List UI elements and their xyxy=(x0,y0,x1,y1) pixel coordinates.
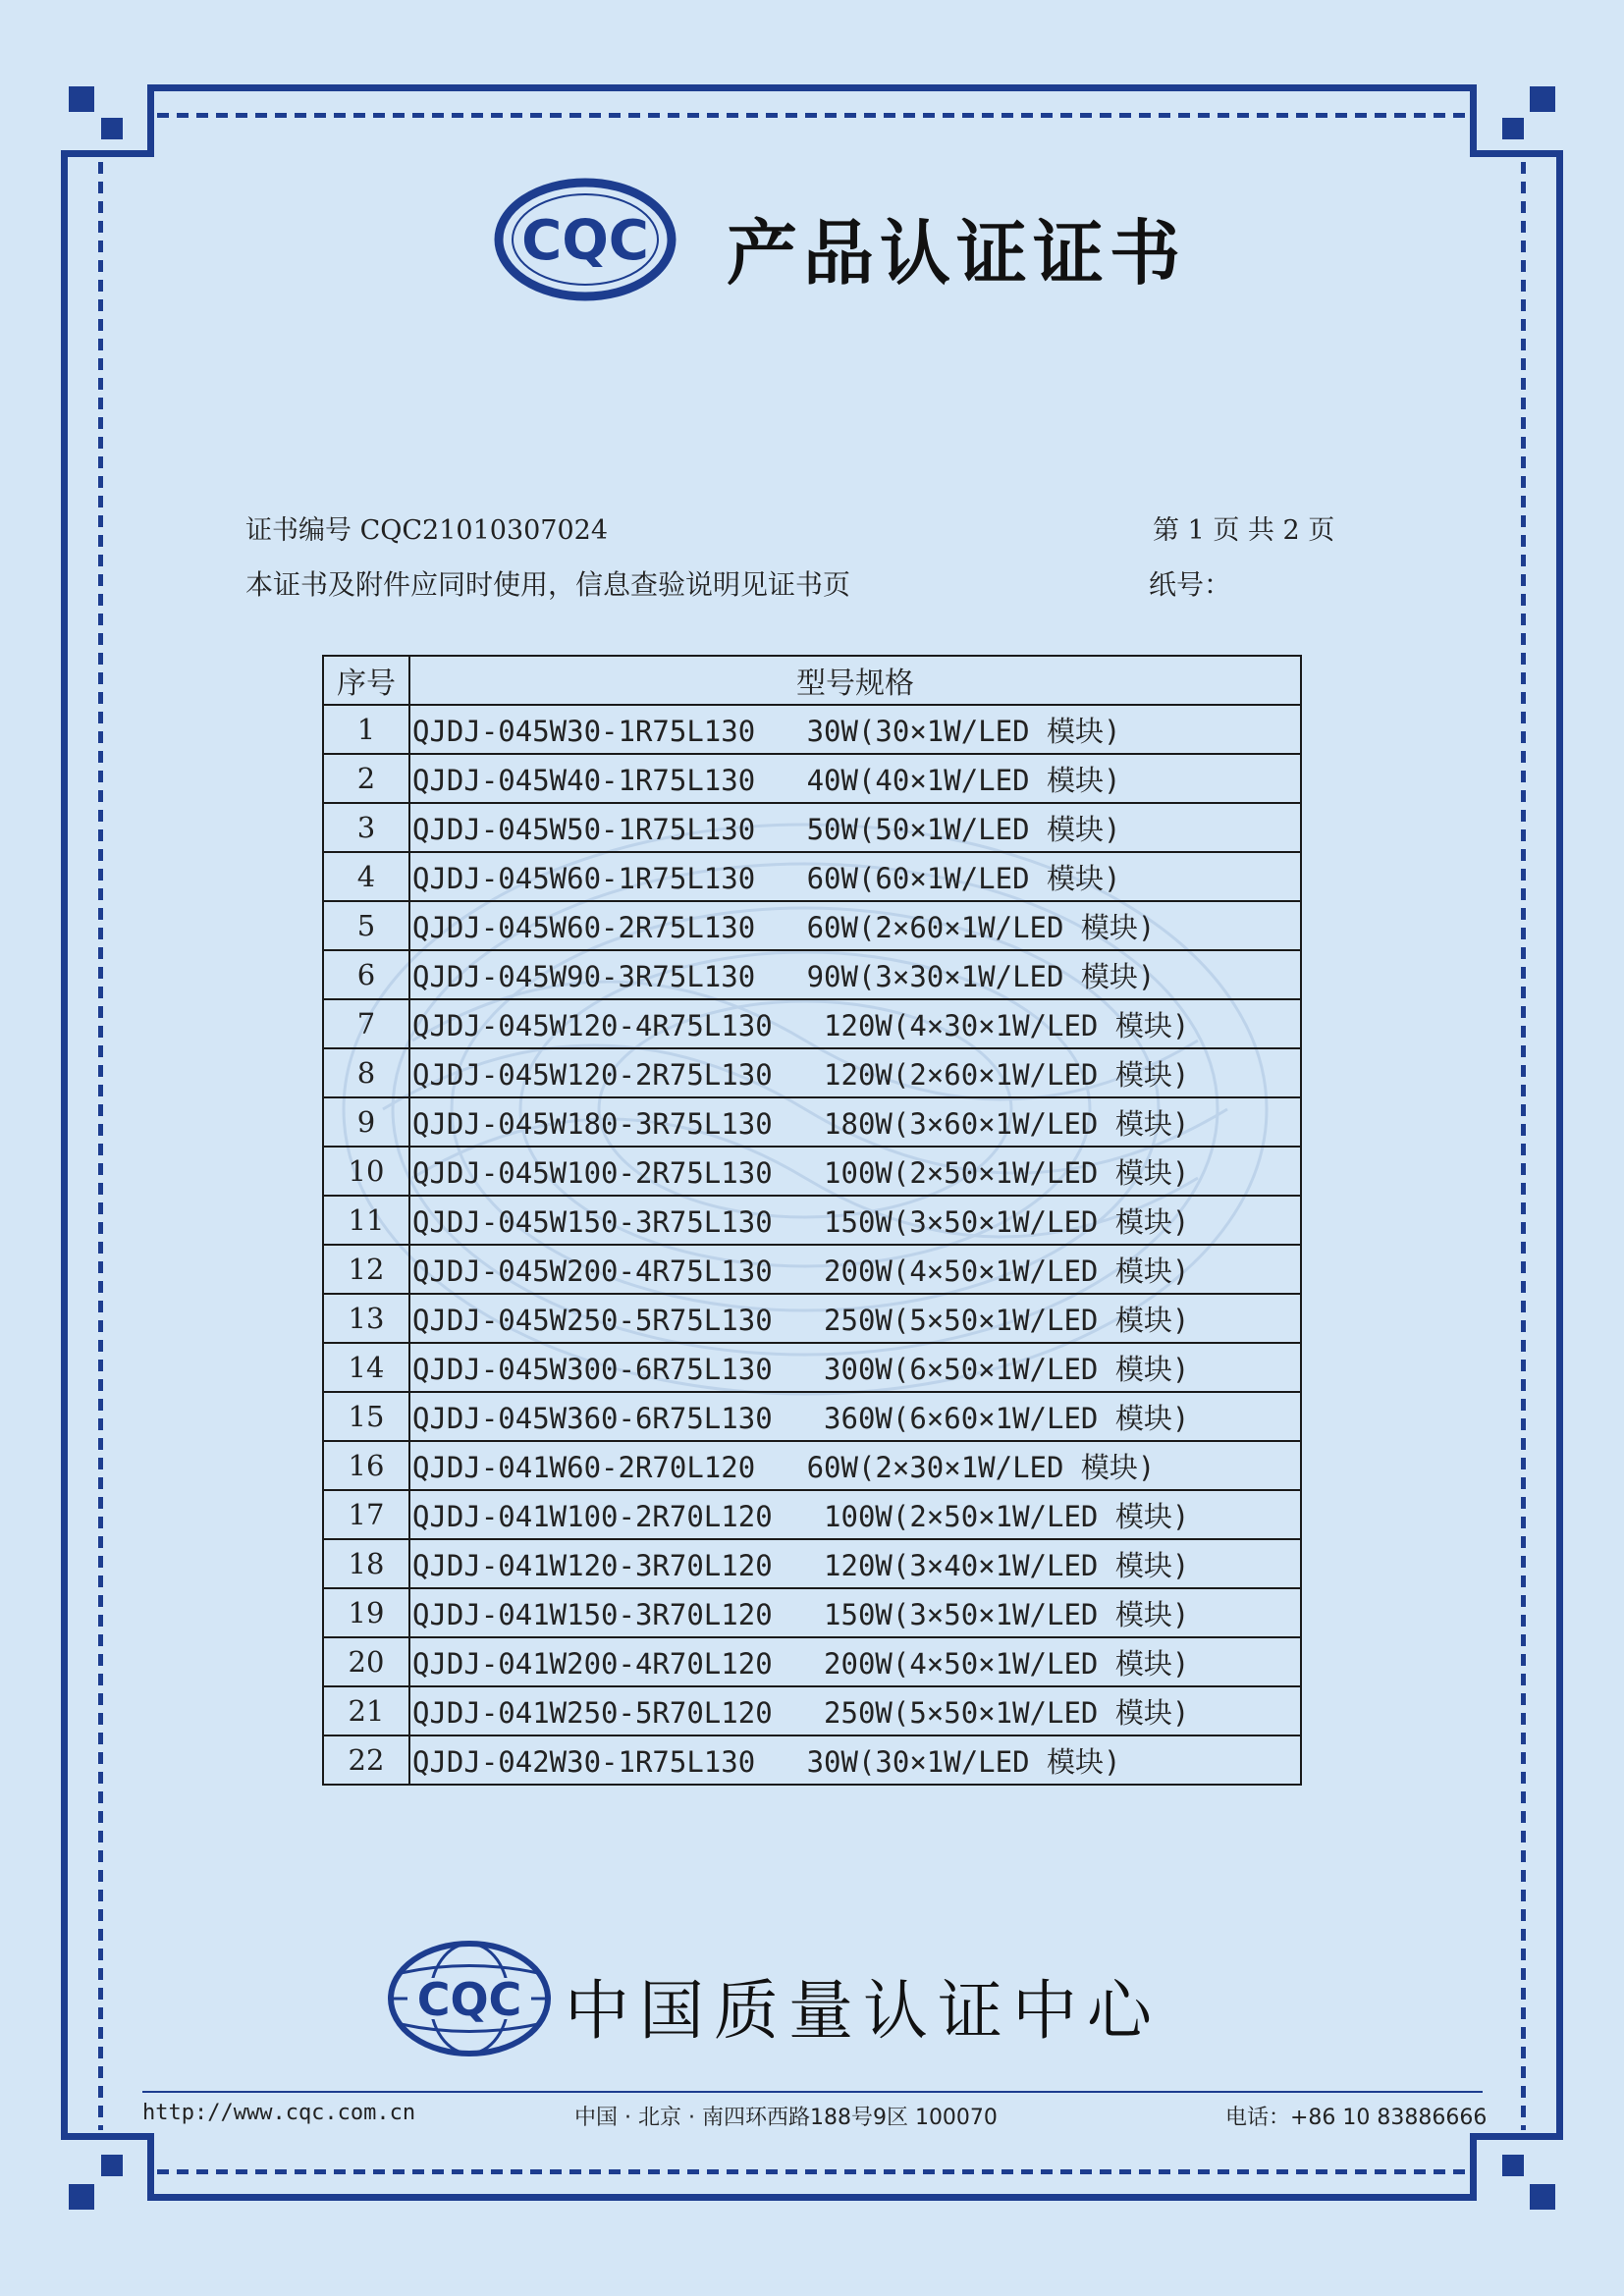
row-index: 8 xyxy=(323,1048,409,1097)
row-index: 4 xyxy=(323,852,409,901)
row-index: 14 xyxy=(323,1343,409,1392)
row-model-spec: QJDJ-041W100-2R70L120 100W(2×50×1W/LED 模块) xyxy=(409,1490,1301,1539)
table-row xyxy=(323,803,1301,852)
row-model-spec: QJDJ-045W90-3R75L130 90W(3×30×1W/LED 模块) xyxy=(409,950,1301,999)
table-row xyxy=(323,1343,1301,1392)
column-header-index: 序号 xyxy=(323,656,409,705)
row-index: 13 xyxy=(323,1294,409,1343)
table-header-row xyxy=(323,656,1301,705)
table-row xyxy=(323,1294,1301,1343)
table-row xyxy=(323,1735,1301,1785)
row-index: 7 xyxy=(323,999,409,1048)
table-row xyxy=(323,950,1301,999)
row-index: 6 xyxy=(323,950,409,999)
usage-notice: 本证书及附件应同时使用，信息查验说明见证书页 xyxy=(245,568,851,601)
row-index: 22 xyxy=(323,1735,409,1785)
row-index: 5 xyxy=(323,901,409,950)
table-row xyxy=(323,852,1301,901)
row-index: 17 xyxy=(323,1490,409,1539)
row-index: 2 xyxy=(323,754,409,803)
table-row xyxy=(323,1686,1301,1735)
row-model-spec: QJDJ-045W180-3R75L130 180W(3×60×1W/LED 模块) xyxy=(409,1097,1301,1147)
table-row xyxy=(323,1196,1301,1245)
row-index: 10 xyxy=(323,1147,409,1196)
footer-url: http://www.cqc.com.cn xyxy=(142,2101,416,2125)
row-index: 11 xyxy=(323,1196,409,1245)
row-model-spec: QJDJ-045W250-5R75L130 250W(5×50×1W/LED 模块) xyxy=(409,1294,1301,1343)
table-row xyxy=(323,1588,1301,1637)
row-model-spec: QJDJ-045W200-4R75L130 200W(4×50×1W/LED 模块) xyxy=(409,1245,1301,1294)
row-model-spec: QJDJ-042W30-1R75L130 30W(30×1W/LED 模块) xyxy=(409,1735,1301,1785)
table-row xyxy=(323,754,1301,803)
logo-text: CQC xyxy=(521,209,649,273)
table-row xyxy=(323,1392,1301,1441)
cqc-globe-logo-icon xyxy=(386,1939,553,2058)
row-index: 21 xyxy=(323,1686,409,1735)
table-row xyxy=(323,1147,1301,1196)
page-info: 第 1 页 共 2 页 xyxy=(1153,515,1335,546)
row-model-spec: QJDJ-041W250-5R70L120 250W(5×50×1W/LED 模块) xyxy=(409,1686,1301,1735)
row-model-spec: QJDJ-045W150-3R75L130 150W(3×50×1W/LED 模块) xyxy=(409,1196,1301,1245)
row-index: 20 xyxy=(323,1637,409,1686)
row-model-spec: QJDJ-045W30-1R75L130 30W(30×1W/LED 模块) xyxy=(409,705,1301,754)
row-model-spec: QJDJ-045W120-4R75L130 120W(4×30×1W/LED 模块) xyxy=(409,999,1301,1048)
organization-name: 中国质量认证中心 xyxy=(565,1973,1162,2049)
row-model-spec: QJDJ-045W40-1R75L130 40W(40×1W/LED 模块) xyxy=(409,754,1301,803)
row-model-spec: QJDJ-041W60-2R70L120 60W(2×30×1W/LED 模块) xyxy=(409,1441,1301,1490)
table-row xyxy=(323,1048,1301,1097)
row-index: 16 xyxy=(323,1441,409,1490)
logo-text-bottom: CQC xyxy=(416,1973,522,2026)
table-row xyxy=(323,1245,1301,1294)
page-title: 产品认证证书 xyxy=(727,212,1187,294)
row-model-spec: QJDJ-045W60-2R75L130 60W(2×60×1W/LED 模块) xyxy=(409,901,1301,950)
footer-address: 中国 · 北京 · 南四环西路188号9区 100070 xyxy=(574,2106,998,2130)
table-row xyxy=(323,999,1301,1048)
column-header-spec: 型号规格 xyxy=(409,656,1301,705)
footer-phone: 电话：+86 10 83886666 xyxy=(1225,2106,1488,2130)
certificate-number-value: CQC21010307024 xyxy=(359,515,609,546)
footer-divider xyxy=(142,2091,1483,2093)
table-row xyxy=(323,1097,1301,1147)
model-table xyxy=(322,655,1302,1786)
cqc-logo-icon xyxy=(494,177,677,302)
row-model-spec: QJDJ-045W360-6R75L130 360W(6×60×1W/LED 模块) xyxy=(409,1392,1301,1441)
paper-number-label: 纸号： xyxy=(1149,568,1232,601)
table-row xyxy=(323,901,1301,950)
table-row xyxy=(323,1490,1301,1539)
table-row xyxy=(323,1539,1301,1588)
row-model-spec: QJDJ-045W50-1R75L130 50W(50×1W/LED 模块) xyxy=(409,803,1301,852)
row-model-spec: QJDJ-041W150-3R70L120 150W(3×50×1W/LED 模块) xyxy=(409,1588,1301,1637)
table-row xyxy=(323,1637,1301,1686)
row-model-spec: QJDJ-045W100-2R75L130 100W(2×50×1W/LED 模块) xyxy=(409,1147,1301,1196)
row-index: 15 xyxy=(323,1392,409,1441)
row-model-spec: QJDJ-045W300-6R75L130 300W(6×50×1W/LED 模块) xyxy=(409,1343,1301,1392)
row-index: 9 xyxy=(323,1097,409,1147)
row-index: 19 xyxy=(323,1588,409,1637)
row-index: 3 xyxy=(323,803,409,852)
certificate-number xyxy=(245,508,608,547)
certificate-number-label: 证书编号 xyxy=(245,515,352,546)
table-row xyxy=(323,1441,1301,1490)
row-model-spec: QJDJ-041W120-3R70L120 120W(3×40×1W/LED 模块) xyxy=(409,1539,1301,1588)
row-model-spec: QJDJ-045W60-1R75L130 60W(60×1W/LED 模块) xyxy=(409,852,1301,901)
row-model-spec: QJDJ-045W120-2R75L130 120W(2×60×1W/LED 模块) xyxy=(409,1048,1301,1097)
row-model-spec: QJDJ-041W200-4R70L120 200W(4×50×1W/LED 模块) xyxy=(409,1637,1301,1686)
table-row xyxy=(323,705,1301,754)
row-index: 12 xyxy=(323,1245,409,1294)
row-index: 1 xyxy=(323,705,409,754)
table-body xyxy=(323,705,1301,1785)
row-index: 18 xyxy=(323,1539,409,1588)
